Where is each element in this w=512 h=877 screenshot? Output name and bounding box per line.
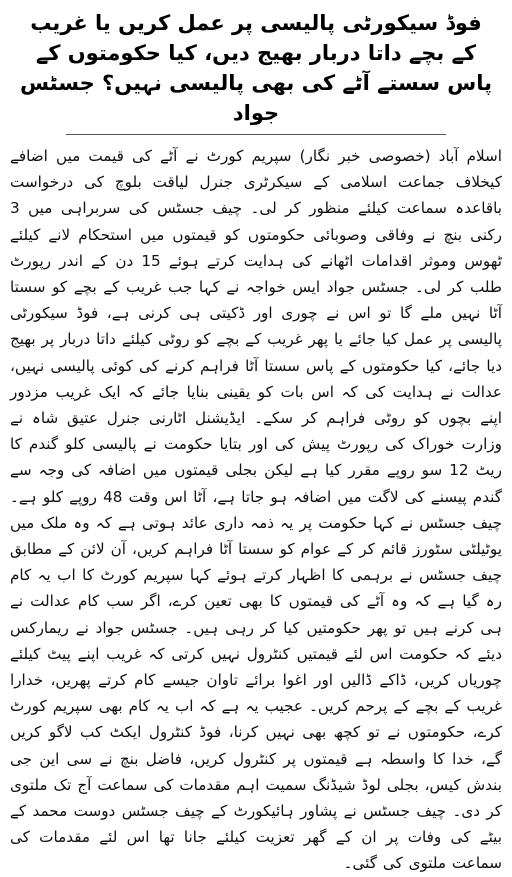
news-article bbox=[6, 2, 506, 873]
article-body: اسلام آباد (خصوصی خبر نگار) سپریم کورٹ نے آٹے کی قیمت میں اضافے کیخلاف جماعت اسلامی کے سیکرٹری جنرل لیاقت بلوچ کی درخواست باقاعدہ سماعت کیلئے منظور کر لی۔ چیف جسٹس کی سربراہی میں 3 رکنی بنچ نے وفاقی وصوبائی حکومتوں کو قیمتوں میں استحکام لانے کیلئے ٹھوس وموثر اقدامات اٹھانے کی ہدایت کرتے ہوئے 15 دن کے اندر رپورٹ طلب کر لی۔ جسٹس جواد ایس خواجہ نے کہا جب غریب کے بچے کو سستا آٹا نہیں ملے گا تو اس نے چوری اور ڈکیتی ہی کرنی ہے، فوڈ سیکورٹی پالیسی پر عمل کیا جائے یا پھر غریب کے بچے کو روٹی کیلئے داتا دربار پر بھیج دیا جائے، کیا حکومتوں کے پاس سستا آٹا فراہم کرنے کی کوئی پالیسی نہیں، عدالت نے ہدایت کی کہ اس بات کو یقینی بنایا جائے کہ ایک غریب مزدور اپنے بچوں کو روٹی فراہم کر سکے۔ ایڈیشنل اٹارنی جنرل عتیق شاہ نے وزارت خوراک کی رپورٹ پیش کی اور بتایا حکومت نے پالیسی کلو گندم کا ریٹ 12 سو روپے مقرر کیا ہے لیکن بجلی قیمتوں میں اضافہ کی وجہ سے گندم پیسنے کی لاگت میں اضافہ ہو جاتا ہے، آٹا اس وقت 48 روپے کلو ہے۔ چیف جسٹس نے کہا حکومت پر یہ ذمہ داری عائد ہوتی ہے کہ وہ ملک میں یوٹیلٹی سٹورز قائم کر کے عوام کو سستا آٹا فراہم کریں، آن لائن کے مطابق چیف جسٹس نے برہمی کا اظہار کرتے ہوئے کہا سپریم کورٹ کا اب یہ کام رہ گیا ہے کہ وہ آٹے کی قیمتوں کا بھی تعین کرے، اگر سب کام عدالت نے ہی کرنے ہیں تو پھر حکومتیں کیا کر رہی ہیں۔ جسٹس جواد نے ریمارکس دیئے کہ حکومت اس لئے قیمتیں کنٹرول نہیں کرتی کہ غریب اپنے پیٹ کیلئے چوریاں کریں، ڈاکے ڈالیں اور اغوا برائے تاوان جیسے کام کرتے پھریں، خدارا غریب کے بچے کے پرحم کریں۔ عجیب یہ ہے کہ اب یہ کام بھی سپریم کورٹ کرے، حکومتوں نے تو کچھ بھی نہیں کرنا، فوڈ کنٹرول ایکٹ کب لاگو کریں گے، خدا کا واسطہ ہے قیمتوں پر کنٹرول کریں، فاضل بنچ نے سی این جی بندش کیس، بجلی لوڈ شیڈنگ سمیت اہم مقدمات کی سماعت آج تک ملتوی کر دی۔ چیف جسٹس نے پشاور ہائیکورٹ کے چیف جسٹس دوست محمد کے بیٹے کی وفات پر ان کے گھر تعزیت کیلئے جانا تھا اس لئے مقدمات کی سماعت ملتوی کی گئی۔ bbox=[10, 147, 502, 873]
headline-divider bbox=[66, 134, 446, 135]
article-headline: فوڈ سیکورٹی پالیسی پر عمل کریں یا غریب کے بچے داتا دربار بھیج دیں، کیا حکومتوں کے پاس سستے آٹے کی بھی پالیسی نہیں؟ جسٹس جواد bbox=[19, 11, 493, 125]
